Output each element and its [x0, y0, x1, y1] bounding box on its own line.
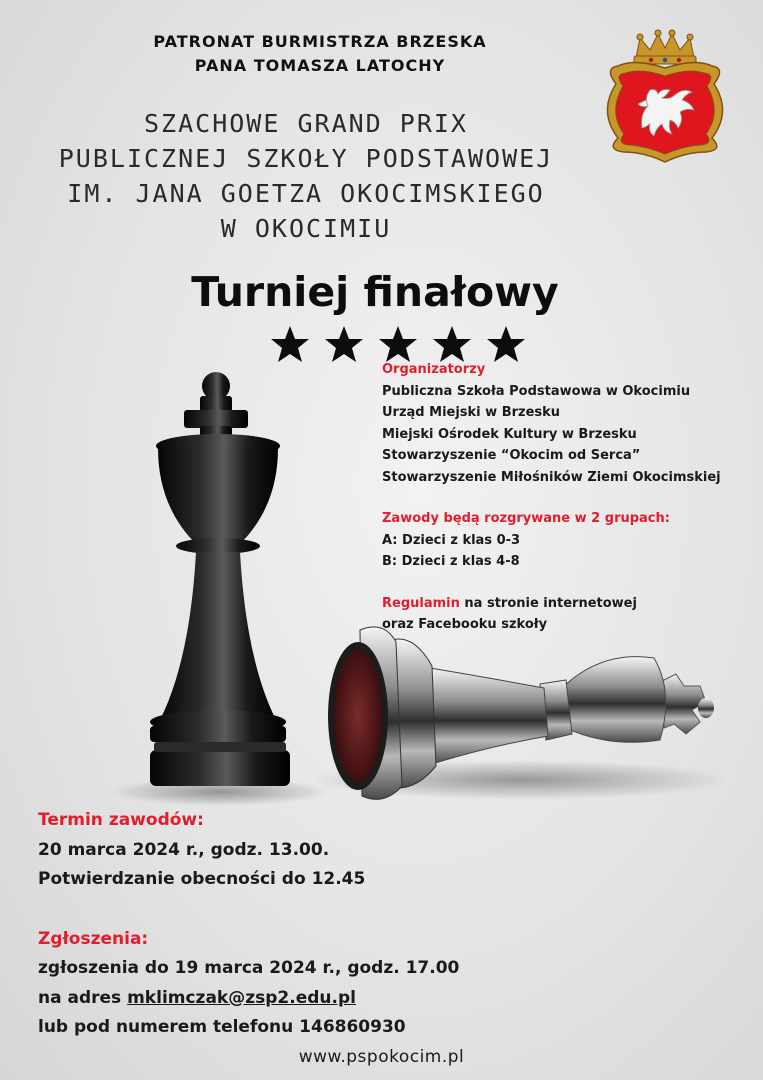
schedule-confirmation: Potwierdzanie obecności do 12.45 [38, 869, 366, 889]
organizer-item: Publiczna Szkoła Podstawowa w Okocimiu [382, 383, 691, 399]
rules-section [382, 593, 763, 636]
coat-of-arms-icon [596, 28, 734, 164]
schedule-heading: Termin zawodów: [38, 810, 204, 830]
rules-highlight: Regulamin [382, 595, 460, 611]
event-title-line-2: PUBLICZNEJ SZKOŁY PODSTAWOWEJ [58, 144, 554, 173]
organizer-item: Miejski Ośrodek Kultury w Brzesku [382, 426, 637, 442]
event-title [0, 106, 612, 246]
registration-email-line [38, 984, 738, 1014]
email-link[interactable]: mklimczak@zsp2.edu.pl [127, 987, 356, 1008]
rules-text: na stronie internetowej [459, 595, 637, 611]
organizer-item: Stowarzyszenie Miłośników Ziemi Okocimskiej [382, 469, 721, 485]
organizers-heading: Organizatorzy [382, 362, 486, 377]
organizer-item: Urząd Miejski w Brzesku [382, 405, 561, 420]
info-panel [382, 359, 763, 656]
rules-line-1 [382, 593, 763, 615]
group-item: A: Dzieci z klas 0-3 [382, 532, 521, 548]
organizers-section [382, 359, 763, 488]
registration-phone: lub pod numerem telefonu 146860930 [38, 1017, 406, 1037]
group-item: B: Dzieci z klas 4-8 [382, 554, 520, 569]
tournament-title: Turniej finałowy [191, 268, 559, 316]
schedule-date: 20 marca 2024 r., godz. 13.00. [38, 839, 330, 860]
registration-deadline: zgłoszenia do 19 marca 2024 r., godz. 17.00 [38, 958, 460, 978]
details-section [38, 806, 738, 1073]
patronage-line-1: PATRONAT BURMISTRZA BRZESKA [153, 32, 487, 51]
event-title-line-4: W OKOCIMIU [220, 214, 392, 243]
patronage-line-2: PANA TOMASZA LATOCHY [194, 56, 446, 75]
website-link[interactable]: www.pspokocim.pl [298, 1047, 465, 1067]
event-title-line-3: IM. JANA GOETZA OKOCIMSKIEGO [67, 179, 545, 208]
schedule-section [38, 806, 738, 895]
registration-email-prefix: na adres [38, 987, 128, 1008]
rules-line-2: oraz Facebooku szkoły [382, 617, 548, 632]
organizer-item: Stowarzyszenie “Okocim od Serca” [382, 448, 641, 463]
groups-section [382, 508, 763, 573]
groups-heading: Zawody będą rozgrywane w 2 grupach: [382, 511, 670, 526]
black-king-piece [150, 372, 290, 786]
patronage-header [0, 30, 640, 78]
registration-heading: Zgłoszenia: [38, 928, 149, 949]
registration-section [38, 925, 738, 1043]
event-title-line-1: SZACHOWE GRAND PRIX [144, 109, 468, 138]
